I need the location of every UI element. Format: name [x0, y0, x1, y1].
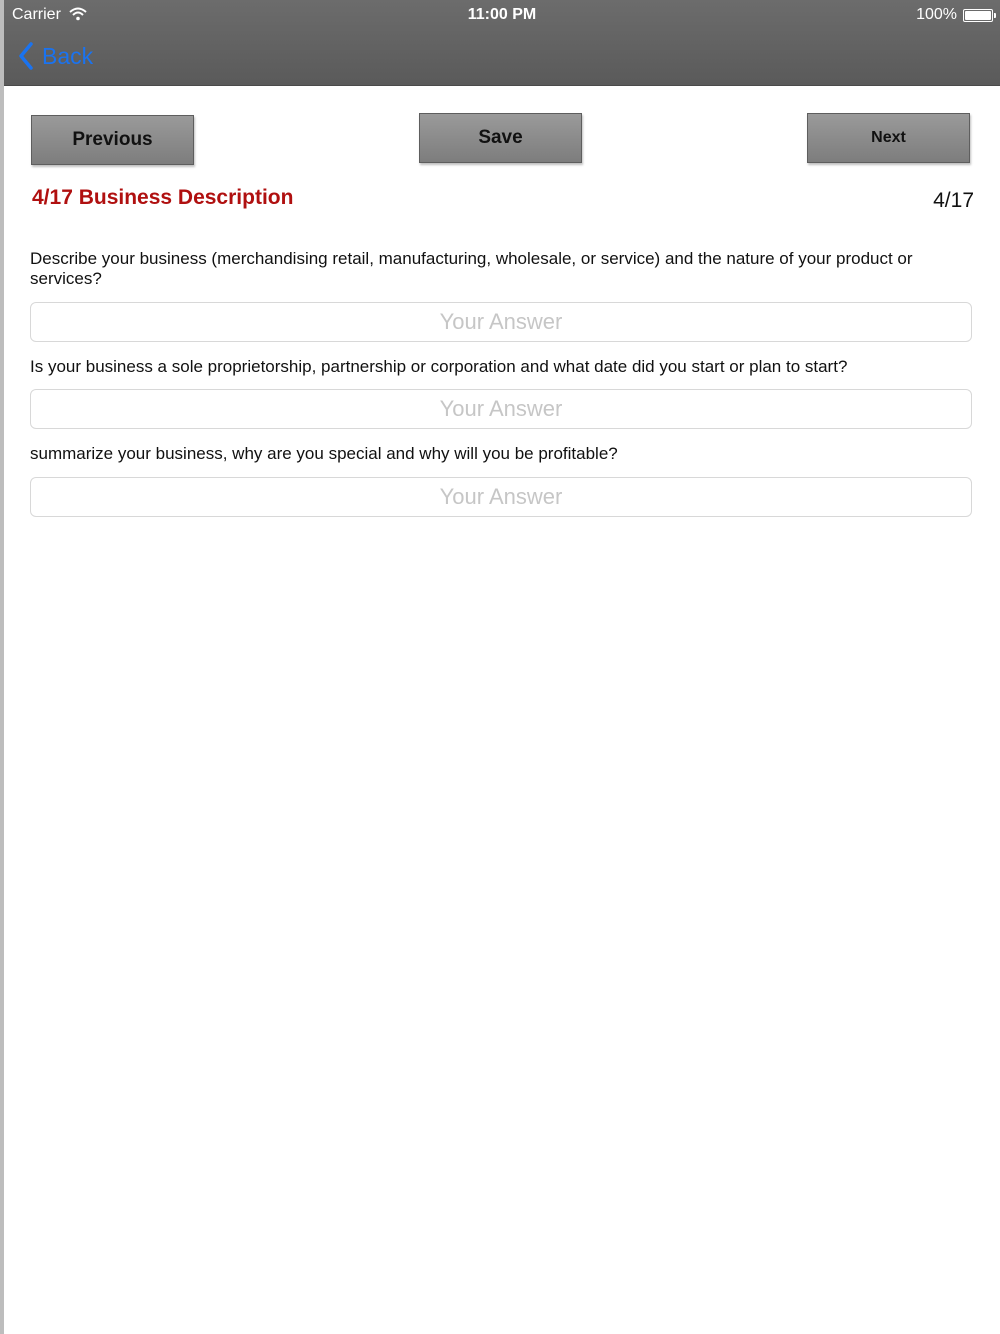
back-button[interactable]	[18, 40, 93, 72]
back-label: Back	[42, 42, 94, 69]
battery-percentage: 100%	[916, 6, 957, 23]
answer-input[interactable]	[30, 302, 972, 342]
answer-input[interactable]	[30, 477, 972, 517]
carrier-label: Carrier	[12, 6, 61, 23]
question-label: Is your business a sole proprietorship, partnership or corporation and what date did you start or plan to start?	[30, 357, 848, 376]
save-button[interactable]: Save	[419, 113, 582, 163]
previous-button[interactable]: Previous	[31, 115, 194, 165]
question-label: summarize your business, why are you special and why will you be profitable?	[30, 444, 618, 463]
status-time: 11:00 PM	[467, 6, 537, 23]
page-counter: 4/17	[933, 189, 974, 212]
battery-icon	[963, 9, 993, 22]
question-label: Describe your business (merchandising retail, manufacturing, wholesale, or service) and the nature of your product or services?	[30, 249, 913, 288]
next-button[interactable]: Next	[807, 113, 970, 163]
top-bar	[4, 0, 1000, 86]
app-screen	[4, 0, 1000, 1334]
section-title: 4/17 Business Description	[32, 186, 294, 209]
answer-input[interactable]	[30, 389, 972, 429]
chevron-left-icon	[18, 42, 34, 70]
